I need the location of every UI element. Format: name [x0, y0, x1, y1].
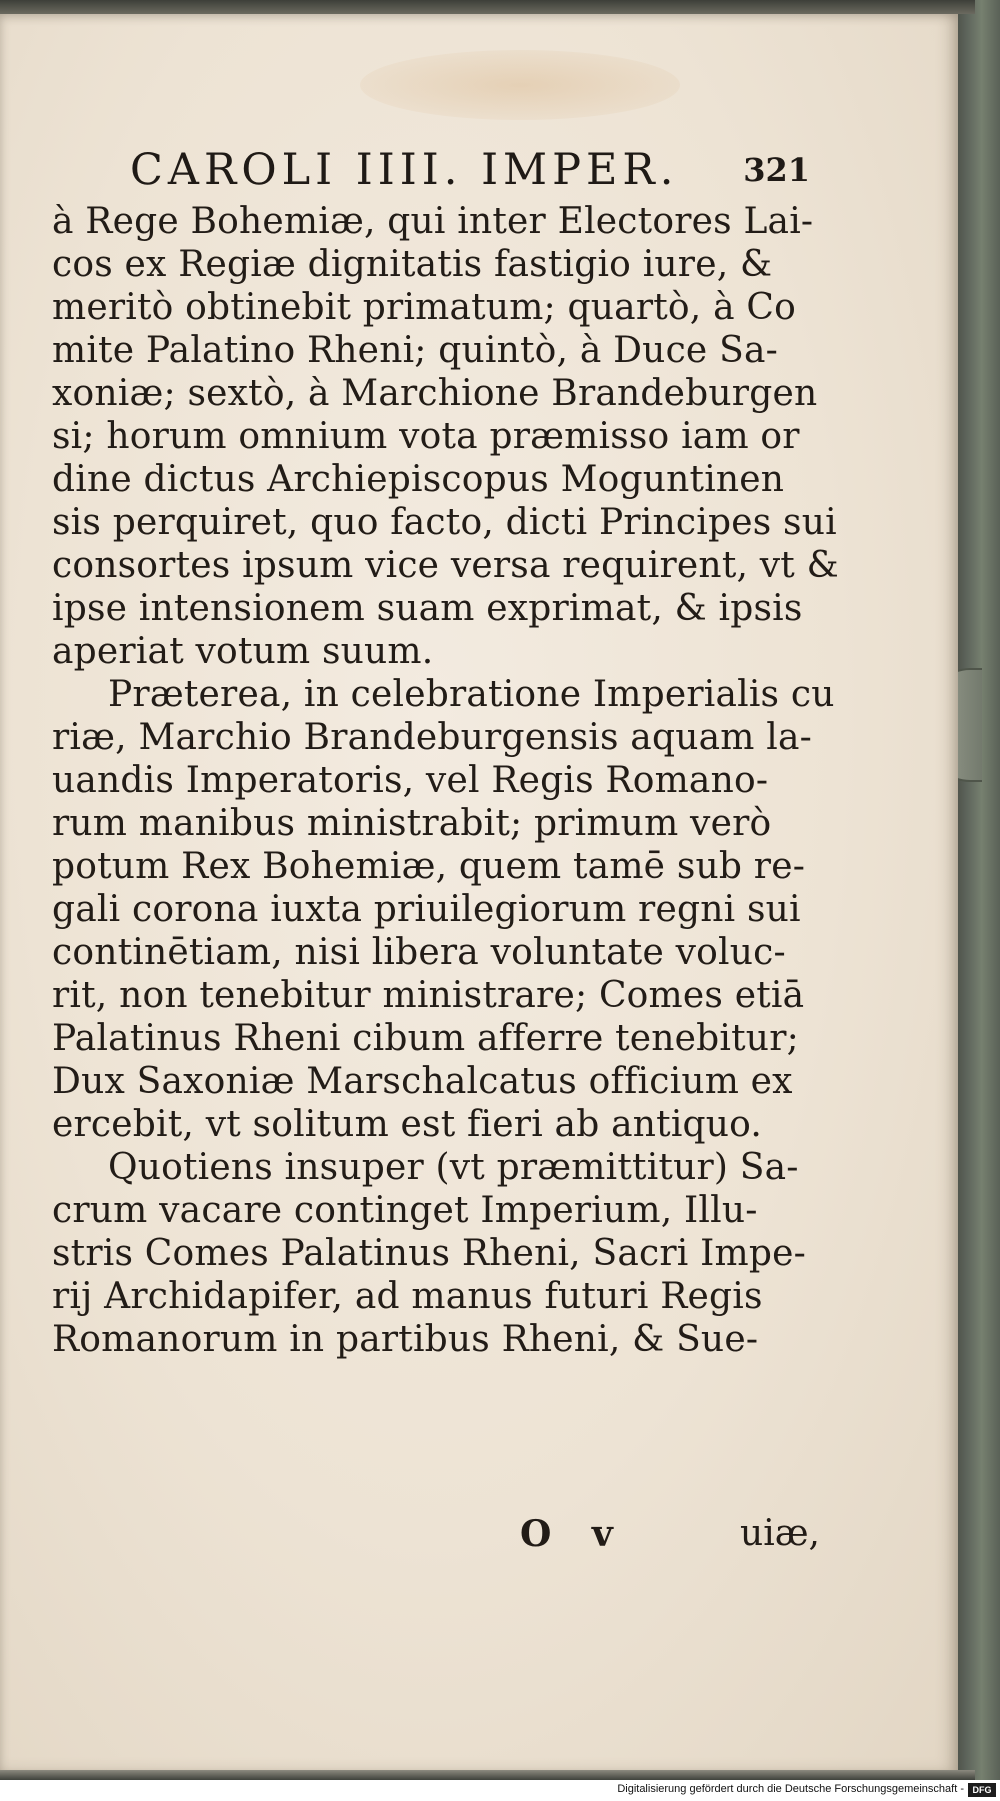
- signature-mark: O v: [520, 1513, 627, 1555]
- page-stain: [360, 50, 680, 120]
- text-line: cos ex Regiæ dignitatis fastigio iure, &: [52, 244, 773, 285]
- text-line: potum Rex Bohemiæ, quem tamē sub re-: [52, 846, 806, 887]
- digitization-footer: [0, 1780, 1000, 1801]
- catchword: uiæ,: [740, 1513, 820, 1554]
- text-line: rum manibus ministrabit; primum verò: [52, 803, 772, 844]
- catchword-line: [520, 1513, 820, 1558]
- text-line: riæ, Marchio Brandeburgensis aquam la-: [52, 717, 812, 758]
- text-line: stris Comes Palatinus Rheni, Sacri Impe-: [52, 1233, 806, 1274]
- funding-credit: Digitalisierung gefördert durch die Deutsche Forschungsgemeinschaft -: [617, 1783, 964, 1795]
- book-cover-edge: [954, 0, 1000, 1780]
- book-bottom-edge: [0, 1770, 975, 1780]
- text-line: xoniæ; sextò, à Marchione Brandeburgen: [52, 373, 818, 414]
- text-line: rit, non tenebitur ministrare; Comes etiā: [52, 975, 805, 1016]
- page-header: [130, 145, 810, 205]
- paragraph-start-line: Quotiens insuper (vt præmittitur) Sa-: [108, 1147, 799, 1188]
- text-line: Dux Saxoniæ Marschalcatus officium ex: [52, 1061, 793, 1102]
- text-line: sis perquiret, quo facto, dicti Principes sui: [52, 502, 837, 543]
- paragraph-start-line: Præterea, in celebratione Imperialis cu: [108, 674, 835, 715]
- text-line: mite Palatino Rheni; quintò, à Duce Sa-: [52, 330, 778, 371]
- text-line: ipse intensionem suam exprimat, & ipsis: [52, 588, 803, 629]
- text-line: uandis Imperatoris, vel Regis Romano-: [52, 760, 769, 801]
- text-line: gali corona iuxta priuilegiorum regni sui: [52, 889, 801, 930]
- book-top-shadow: [0, 0, 975, 14]
- text-line: à Rege Bohemiæ, qui inter Electores Lai-: [52, 201, 814, 242]
- body-text: [52, 200, 839, 1361]
- text-line: meritò obtinebit primatum; quartò, à Co: [52, 287, 796, 328]
- text-line: aperiat votum suum.: [52, 631, 434, 672]
- book-page: [0, 10, 958, 1772]
- text-line: dine dictus Archiepiscopus Moguntinen: [52, 459, 785, 500]
- text-line: Palatinus Rheni cibum afferre tenebitur;: [52, 1018, 799, 1059]
- text-line: Romanorum in partibus Rheni, & Sue-: [52, 1319, 759, 1360]
- text-line: rij Archidapifer, ad manus futuri Regis: [52, 1276, 763, 1317]
- text-line: si; horum omnium vota præmisso iam or: [52, 416, 800, 457]
- page-number: 321: [743, 151, 810, 189]
- text-line: continētiam, nisi libera voluntate voluc-: [52, 932, 786, 973]
- dfg-logo: DFG: [968, 1783, 996, 1797]
- text-line: consortes ipsum vice versa requirent, vt &: [52, 545, 839, 586]
- text-line: crum vacare continget Imperium, Illu-: [52, 1190, 758, 1231]
- running-head: CAROLI IIII. IMPER.: [130, 145, 679, 195]
- text-line: ercebit, vt solitum est fieri ab antiquo.: [52, 1104, 763, 1145]
